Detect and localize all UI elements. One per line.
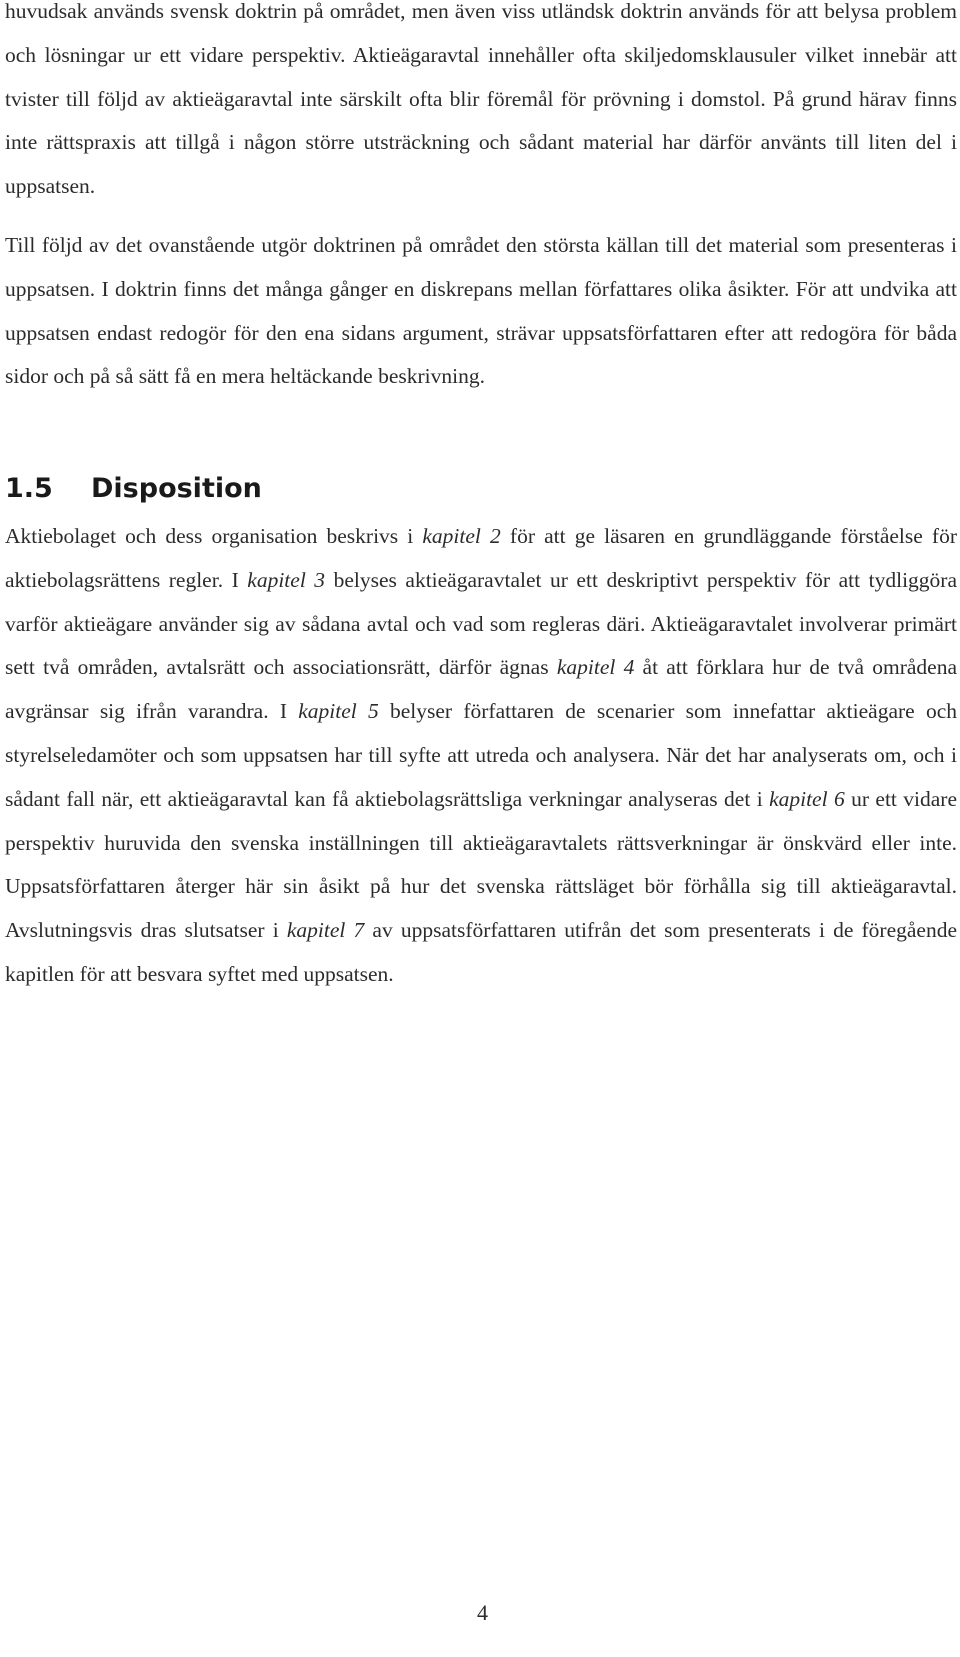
text-run: ur ett vidare perspektiv huruvida den svenska inställningen till aktieägaravtalets rättsverkningar är önskvärd eller inte. Uppsatsförfattaren återger här sin åsikt på hur det svenska rättsläget bör förhålla sig till aktieägaravtal. Avslutningsvis dras slutsatser i bbox=[5, 786, 957, 943]
text-run: belyses aktieägaravtalet ur ett deskriptivt perspektiv för att tydliggöra varför aktieägare använder sig av sådana avtal och vad som regleras däri. Aktieägaravtalet involverar primärt sett två områden, avtalsrätt och associationsrätt, därför ägnas bbox=[5, 567, 957, 680]
section-heading bbox=[5, 467, 262, 511]
paragraph-disposition bbox=[5, 515, 957, 997]
document-page bbox=[5, 0, 960, 1657]
chapter-reference: kapitel 3 bbox=[247, 567, 326, 592]
section-number: 1.5 bbox=[5, 473, 53, 504]
chapter-reference: kapitel 6 bbox=[769, 786, 845, 811]
chapter-reference: kapitel 7 bbox=[286, 918, 365, 943]
text-run: av uppsatsförfattaren utifrån det som presenterats i de föregående kapitlen för att besvara syftet med uppsatsen. bbox=[5, 918, 958, 986]
chapter-reference: kapitel 4 bbox=[556, 655, 635, 680]
page-number: 4 bbox=[477, 1600, 488, 1625]
text-run: åt att förklara hur de två områdena avgränsar sig ifrån varandra. I bbox=[5, 655, 957, 724]
text-run: Aktiebolaget och dess organisation beskrivs i bbox=[5, 524, 423, 548]
chapter-reference: kapitel 2 bbox=[422, 524, 501, 548]
chapter-reference: kapitel 5 bbox=[298, 699, 379, 724]
text-run: för att ge läsaren en grundläggande förståelse för aktiebolagsrättens regler. I bbox=[5, 524, 957, 592]
section-title: Disposition bbox=[91, 473, 262, 504]
paragraph-method-sources: huvudsak används svensk doktrin på området, men även viss utländsk doktrin används för att belysa problem och lösningar ur ett vidare perspektiv. Aktieägaravtal innehåller ofta skiljedomsklausuler vilket innebär att tvister till följd av aktieägaravtal inte särskilt ofta blir föremål för prövning i domstol. På grund härav finns inte rättspraxis att tillgå i någon större utsträckning och sådant material har därför använts till liten del i uppsatsen. bbox=[5, 0, 957, 199]
paragraph-doctrine: Till följd av det ovanstående utgör doktrinen på området den största källan till det material som presenteras i uppsatsen. I doktrin finns det många gånger en diskrepans mellan författares olika åsikter. För att undvika att uppsatsen endast redogör för den ena sidans argument, strävar uppsatsförfattaren efter att redogöra för båda sidor och på så sätt få en mera heltäckande beskrivning. bbox=[5, 233, 957, 389]
text-run: belyser författaren de scenarier som innefattar aktieägare och styrelseledamöter och som uppsatsen har till syfte att utreda och analysera. När det har analyserats om, och i sådant fall när, ett aktieägaravtal kan få aktiebolagsrättsliga verkningar analyseras det i bbox=[5, 699, 957, 811]
